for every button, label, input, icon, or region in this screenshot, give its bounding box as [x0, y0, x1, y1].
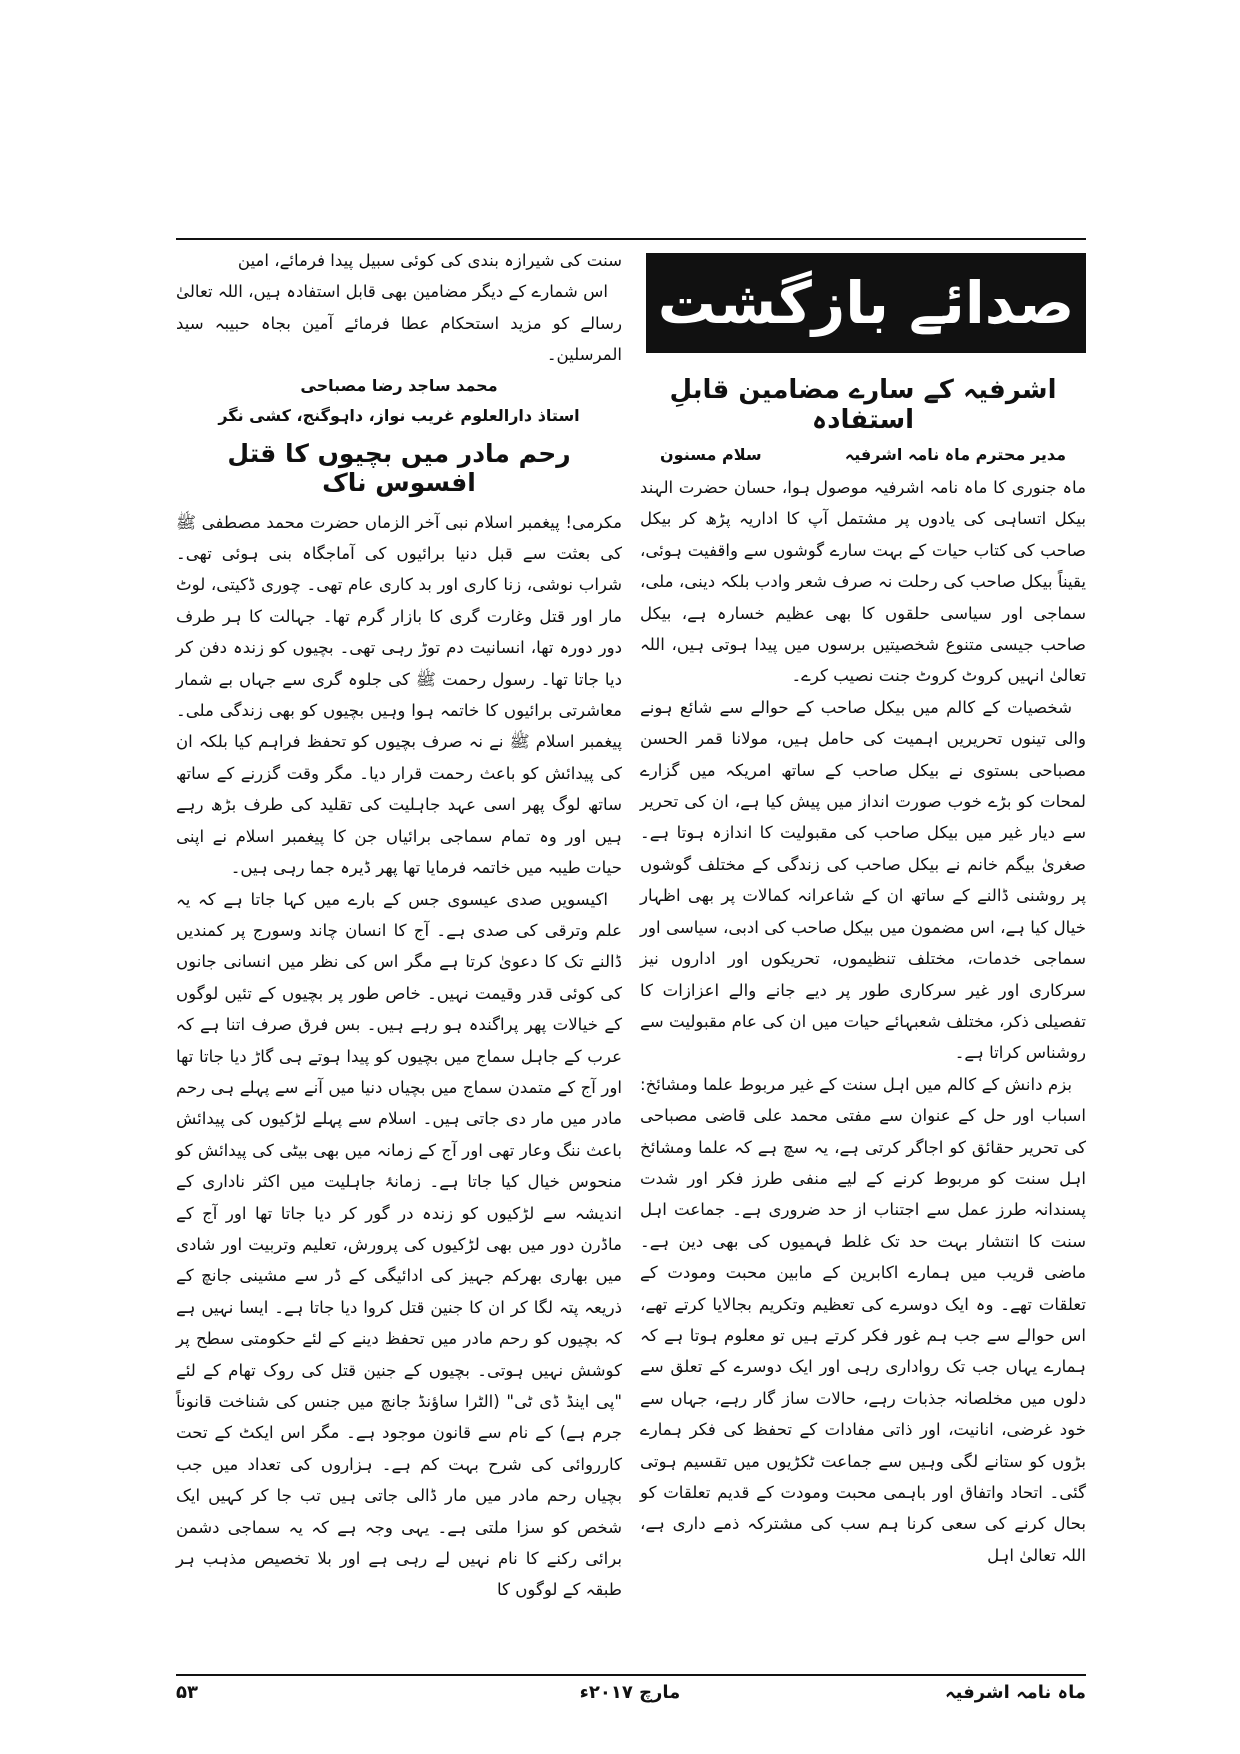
- section-banner: صدائے بازگشت: [646, 253, 1086, 353]
- top-rule: [176, 238, 1086, 240]
- letter-paragraph: شخصیات کے کالم میں بیکل صاحب کے حوالے سے شائع ہونے والی تینوں تحریریں اہمیت کی حامل ہیں، مولانا قمر الحسن مصباحی بستوی نے بیکل صاحب کے ساتھ امریکہ میں گزارے لمحات کو بڑے خوب صورت انداز میں پیش کیا ہے، ان کی تحریر سے دیار غیر میں بیکل صاحب کی مقبولیت کا اندازہ ہوتا ہے۔ صغریٰ بیگم خانم نے بیکل صاحب کی زندگی کے مختلف گوشوں پر روشنی ڈالنے کے ساتھ ان کے شاعرانہ کمالات پر بھی اظہار خیال کیا ہے، اس مضمون میں بیکل صاحب کی ادبی، سیاسی اور سماجی خدمات، مختلف تنظیموں، تحریکوں اور اداروں نیز سرکاری اور غیر سرکاری طور پر دیے جانے والے اعزازات کا تفصیلی ذکر، مختلف شعبہائے حیات میں ان کی عام مقبولیت سے روشناس کراتا ہے۔: [640, 697, 1086, 1063]
- bottom-rule: [176, 1674, 1086, 1676]
- signature-name: محمد ساجد رضا مصباحی: [300, 375, 498, 395]
- left-column: [176, 245, 622, 1670]
- letter-paragraph: ماہ جنوری کا ماہ نامہ اشرفیہ موصول ہوا، حسان حضرت الہند بیکل اتساہی کی یادوں پر مشتمل آپ کا اداریہ پڑھ کر بیکل صاحب کی کتاب حیات کے بہت سارے گوشوں سے واقفیت ہوئی، یقیناً بیکل صاحب کی رحلت نہ صرف شعر وادب بلکہ دینی، ملی، سماجی اور سیاسی حلقوں کا بھی عظیم خسارہ ہے، بیکل صاحب جیسی متنوع شخصیتیں برسوں میں پیدا ہوتی ہیں، اللہ تعالیٰ انہیں کروٹ کروٹ جنت نصیب کرے۔: [640, 478, 1086, 686]
- letter-headline-2: رحم مادر میں بچیوں کا قتل افسوس ناک: [227, 438, 571, 497]
- footer-issue-date: مارچ ۲۰۱۷ء: [579, 1682, 681, 1703]
- letter-paragraph: اکیسویں صدی عیسوی جس کے بارے میں کہا جاتا ہے کہ یہ علم وترقی کی صدی ہے۔ آج کا انسان چاند وسورج پر کمندیں ڈالنے تک کا دعویٰ کرتا ہے مگر اس کی نظر میں انسانی جانوں کی کوئی قدر وقیمت نہیں۔ خاص طور پر بچیوں کے تئیں لوگوں کے خیالات پھر پراگندہ ہو رہے ہیں۔ بس فرق صرف اتنا ہے کہ عرب کے جاہل سماج میں بچیوں کو پیدا ہوتے ہی گاڑ دیا جاتا تھا اور آج کے متمدن سماج میں بچیاں دنیا میں آنے سے پہلے ہی رحم مادر میں مار دی جاتی ہیں۔ اسلام سے پہلے لڑکیوں کی پیدائش باعث ننگ وعار تھی اور آج کے زمانہ میں بھی بیٹی کی پیدائش کو منحوس خیال کیا جاتا ہے۔ زمانۂ جاہلیت میں اکثر ناداری کے اندیشہ سے لڑکیوں کو زندہ در گور کر دیا جاتا تھا اور آج کے ماڈرن دور میں بھی لڑکیوں کی پرورش، تعلیم وتربیت اور شادی میں بھاری بھرکم جہیز کی ادائیگی کے ڈر سے مشینی جانچ کے ذریعہ پتہ لگا کر ان کا جنین قتل کروا دیا جاتا ہے۔ ایسا نہیں ہے کہ بچیوں کو رحم مادر میں تحفظ دینے کے لئے حکومتی سطح پر کوشش نہیں ہوتی۔ بچیوں کے جنین قتل کی روک تھام کے لئے "پی اینڈ ڈی ٹی" (الٹرا ساؤنڈ جانچ میں جنس کی شناخت قانوناً جرم ہے) کے نام سے قانون موجود ہے۔ مگر اس ایکٹ کے تحت کارروائی کی شرح بہت کم ہے۔ ہزاروں کی تعداد میں جب بچیاں رحم مادر میں مار ڈالی جاتی ہیں تب جا کر کہیں ایک شخص کو سزا ملتی ہے۔ یہی وجہ ہے کہ یہ سماجی دشمن برائی رکنے کا نام نہیں لے رہی ہے اور بلا تخصیص مذہب ہر طبقہ کے لوگوں کا: [176, 889, 622, 1600]
- salutation-line: [640, 445, 1086, 464]
- salutation-addressee: مدیر محترم ماہ نامہ اشرفیہ: [844, 445, 1066, 464]
- letter-paragraph: مکرمی! پیغمبر اسلام نبی آخر الزماں حضرت محمد مصطفی ﷺ کی بعثت سے قبل دنیا برائیوں کی آماجگاہ بنی ہوئی تھی۔ شراب نوشی، زنا کاری اور بد کاری عام تھی۔ چوری ڈکیتی، لوٹ مار اور قتل وغارت گری کا بازار گرم تھا۔ جہالت کا ہر طرف دور دورہ تھا، انسانیت دم توڑ رہی تھی۔ بچیوں کو زندہ دفن کر دیا جاتا تھا۔ رسول رحمت ﷺ کی جلوہ گری سے جہاں بے شمار معاشرتی برائیوں کا خاتمہ ہوا وہیں بچیوں کو بھی زندگی ملی۔ پیغمبر اسلام ﷺ نے نہ صرف بچیوں کو تحفظ فراہم کیا بلکہ ان کی پیدائش کو باعث رحمت قرار دیا۔ مگر وقت گزرنے کے ساتھ ساتھ لوگ پھر اسی عہد جاہلیت کی تقلید کی طرف بڑھ رہے ہیں اور وہ تمام سماجی برائیاں جن کا پیغمبر اسلام نے اپنی حیات طیبہ میں خاتمہ فرمایا تھا پھر ڈیرہ جما رہی ہیں۔: [176, 512, 622, 878]
- continuation-paragraph: اس شمارے کے دیگر مضامین بھی قابل استفادہ ہیں، اللہ تعالیٰ رسالے کو مزید استحکام عطا فرمائے آمین بجاہ حبیبہ سید المرسلین۔: [176, 282, 622, 365]
- salutation-greeting: سلام مسنون: [660, 445, 762, 464]
- footer-magazine-name: ماہ نامہ اشرفیہ: [945, 1682, 1086, 1703]
- continuation-paragraph: سنت کی شیرازہ بندی کی کوئی سبیل پیدا فرمائے، امین: [237, 251, 622, 270]
- letter-headline: اشرفیہ کے سارے مضامین قابلِ استفادہ: [669, 375, 1057, 435]
- footer-page-number: ۵۳: [176, 1682, 198, 1703]
- signature-place: استاذ دارالعلوم غریب نواز، داہوگنج، کشی نگر: [218, 405, 580, 425]
- right-column: [640, 245, 1086, 1670]
- letter-paragraph: بزم دانش کے کالم میں اہل سنت کے غیر مربوط علما ومشائخ: اسباب اور حل کے عنوان سے مفتی محمد علی قاضی مصباحی کی تحریر حقائق کو اجاگر کرتی ہے، یہ سچ ہے کہ علما ومشائخ اہل سنت کو مربوط کرنے کے لیے منفی طرز فکر اور شدت پسندانہ طرز عمل سے اجتناب از حد ضروری ہے۔ جماعت اہل سنت کا انتشار بہت حد تک غلط فہمیوں کی بھی دین ہے۔ ماضی قریب میں ہمارے اکابرین کے مابین محبت ومودت کے تعلقات تھے۔ وہ ایک دوسرے کی تعظیم وتکریم بجالایا کرتے تھے، اس حوالے سے جب ہم غور فکر کرتے ہیں تو معلوم ہوتا ہے کہ ہمارے یہاں جب تک رواداری رہی اور ایک دوسرے کے تعلق سے دلوں میں مخلصانہ جذبات رہے، حالات ساز گار رہے، جہاں سے خود غرضی، انانیت، اور ذاتی مفادات کے تحفظ کی فکر ہمارے بڑوں کو ستانے لگی وہیں سے جماعت ٹکڑیوں میں تقسیم ہوتی گئی۔ اتحاد واتفاق اور باہمی محبت ومودت کے قدیم تعلقات کو بحال کرنے کی سعی کرنا ہم سب کی مشترکہ ذمے داری ہے، اللہ تعالیٰ اہل: [640, 1074, 1086, 1565]
